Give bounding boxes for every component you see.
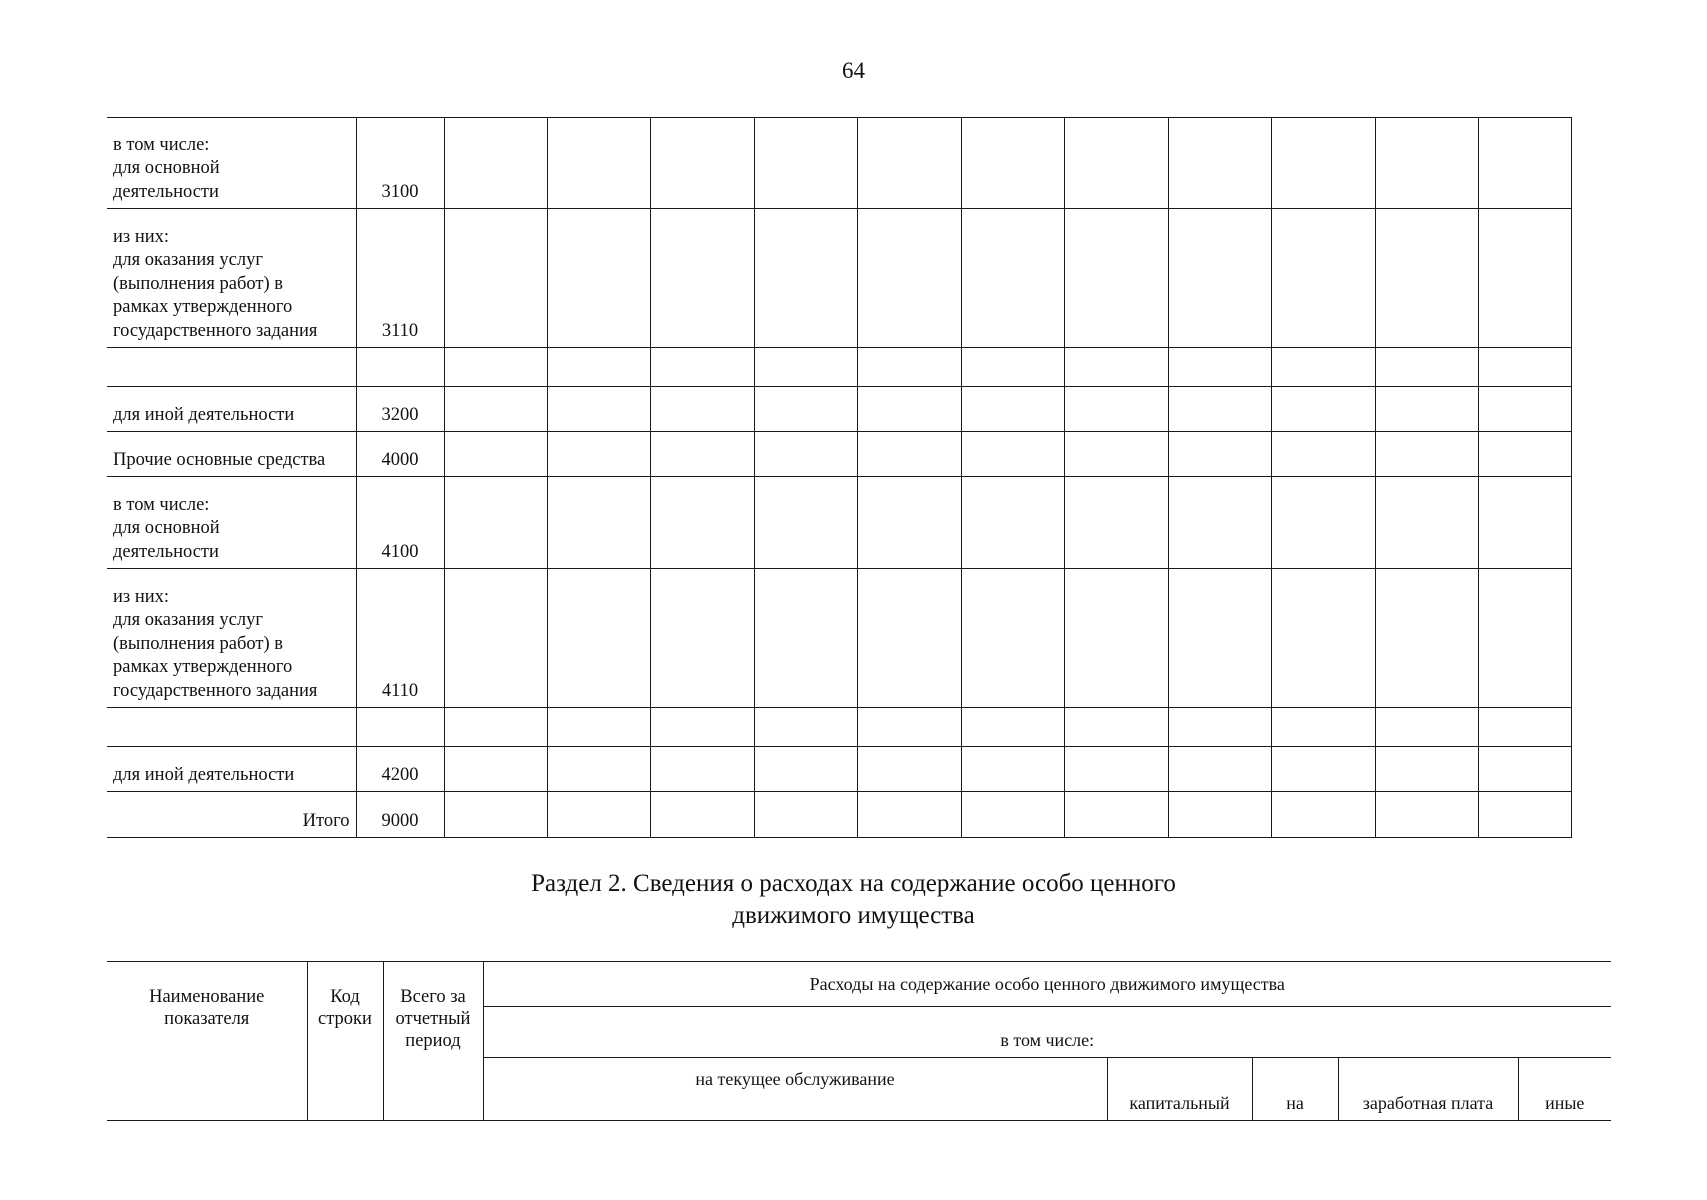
- value-cell: [444, 708, 547, 747]
- value-cell: [857, 792, 961, 838]
- value-cell: [857, 432, 961, 477]
- value-cell: [1271, 708, 1375, 747]
- row-indicator-name: [107, 708, 356, 747]
- value-cell: [547, 387, 650, 432]
- row-indicator-name: [107, 348, 356, 387]
- row-indicator-name: [107, 747, 356, 792]
- header-na: на: [1252, 1058, 1338, 1121]
- value-cell: [1375, 209, 1478, 348]
- value-cell: [857, 708, 961, 747]
- value-cell: [1168, 477, 1271, 569]
- table-row: [107, 118, 1571, 209]
- row-name-line: для оказания услуг: [113, 610, 263, 630]
- value-cell: [961, 348, 1064, 387]
- value-cell: [857, 477, 961, 569]
- row-indicator-name: [107, 118, 356, 209]
- header-other: иные: [1518, 1058, 1611, 1121]
- value-cell: [1478, 209, 1571, 348]
- value-cell: [547, 118, 650, 209]
- value-cell: [1375, 348, 1478, 387]
- value-cell: [1478, 118, 1571, 209]
- row-code: 3100: [356, 118, 444, 209]
- value-cell: [547, 569, 650, 708]
- value-cell: [1478, 569, 1571, 708]
- value-cell: [1271, 348, 1375, 387]
- value-cell: [444, 569, 547, 708]
- value-cell: [650, 387, 754, 432]
- value-cell: [650, 118, 754, 209]
- value-cell: [1168, 209, 1271, 348]
- row-name-line: Итого: [302, 810, 350, 831]
- row-name-line: деятельности: [113, 541, 219, 562]
- row-name-line: для основной: [113, 158, 220, 178]
- value-cell: [1375, 118, 1478, 209]
- header-indicator-name: Наименование показателя: [107, 962, 307, 1121]
- row-code: 9000: [356, 792, 444, 838]
- value-cell: [1271, 118, 1375, 209]
- row-code: 4200: [356, 747, 444, 792]
- table-row: [107, 569, 1571, 708]
- row-code: 4110: [356, 569, 444, 708]
- row-name-line: для иной деятельности: [113, 404, 295, 425]
- value-cell: [961, 747, 1064, 792]
- table-row: [107, 708, 1571, 747]
- value-cell: [650, 569, 754, 708]
- value-cell: [857, 569, 961, 708]
- value-cell: [444, 477, 547, 569]
- value-cell: [961, 477, 1064, 569]
- table-row: [107, 747, 1571, 792]
- row-code: 3110: [356, 209, 444, 348]
- value-cell: [1064, 432, 1168, 477]
- header-including: в том числе:: [483, 1007, 1611, 1058]
- value-cell: [857, 118, 961, 209]
- value-cell: [754, 477, 857, 569]
- value-cell: [547, 792, 650, 838]
- row-name-line: (выполнения работ) в: [113, 273, 283, 294]
- value-cell: [754, 432, 857, 477]
- value-cell: [754, 348, 857, 387]
- table-row: [107, 792, 1571, 838]
- header-expenses: Расходы на содержание особо ценного движимого имущества: [483, 962, 1611, 1007]
- value-cell: [857, 209, 961, 348]
- value-cell: [547, 708, 650, 747]
- value-cell: [444, 747, 547, 792]
- value-cell: [1168, 708, 1271, 747]
- value-cell: [1168, 432, 1271, 477]
- row-indicator-name: [107, 432, 356, 477]
- row-code: 3200: [356, 387, 444, 432]
- table-row: [107, 432, 1571, 477]
- value-cell: [650, 432, 754, 477]
- value-cell: [1064, 569, 1168, 708]
- row-name-line: деятельности: [113, 181, 219, 202]
- value-cell: [547, 477, 650, 569]
- value-cell: [1168, 118, 1271, 209]
- row-name-line: из них:: [113, 586, 170, 607]
- value-cell: [857, 387, 961, 432]
- row-indicator-name: [107, 387, 356, 432]
- row-name-line: государственного задания: [113, 680, 318, 701]
- row-name-line: в том числе:: [113, 134, 210, 155]
- value-cell: [1271, 477, 1375, 569]
- value-cell: [1478, 348, 1571, 387]
- value-cell: [650, 708, 754, 747]
- row-name-line: рамках утвержденного: [113, 297, 293, 317]
- header-capital: капитальный: [1107, 1058, 1252, 1121]
- value-cell: [1168, 569, 1271, 708]
- value-cell: [1375, 708, 1478, 747]
- value-cell: [754, 209, 857, 348]
- header-total-period: Всего за отчетный период: [383, 962, 483, 1121]
- value-cell: [1168, 747, 1271, 792]
- value-cell: [650, 348, 754, 387]
- value-cell: [650, 747, 754, 792]
- page-number: 64: [842, 58, 865, 83]
- row-indicator-name: [107, 792, 356, 838]
- value-cell: [1478, 387, 1571, 432]
- row-name-line: рамках утвержденного: [113, 657, 293, 677]
- value-cell: [1168, 348, 1271, 387]
- row-name-line: для оказания услуг: [113, 250, 263, 270]
- value-cell: [961, 209, 1064, 348]
- value-cell: [754, 708, 857, 747]
- value-cell: [1271, 569, 1375, 708]
- value-cell: [1271, 432, 1375, 477]
- value-cell: [547, 747, 650, 792]
- expenses-table: [107, 961, 1611, 1121]
- value-cell: [1064, 708, 1168, 747]
- value-cell: [1064, 747, 1168, 792]
- row-name-line: из них:: [113, 226, 170, 247]
- value-cell: [1375, 747, 1478, 792]
- value-cell: [1478, 747, 1571, 792]
- table-row: [107, 387, 1571, 432]
- value-cell: [444, 118, 547, 209]
- value-cell: [754, 792, 857, 838]
- value-cell: [650, 792, 754, 838]
- value-cell: [547, 348, 650, 387]
- value-cell: [1064, 209, 1168, 348]
- value-cell: [1478, 477, 1571, 569]
- value-cell: [444, 432, 547, 477]
- value-cell: [444, 387, 547, 432]
- value-cell: [1064, 792, 1168, 838]
- value-cell: [1478, 432, 1571, 477]
- section-2-title-line1: Раздел 2. Сведения о расходах на содержание особо ценного: [531, 870, 1176, 897]
- value-cell: [444, 348, 547, 387]
- value-cell: [547, 209, 650, 348]
- row-code: 4100: [356, 477, 444, 569]
- value-cell: [1375, 477, 1478, 569]
- header-salary: заработная плата: [1338, 1058, 1518, 1121]
- table-row: [107, 209, 1571, 348]
- header-current-service: на текущее обслуживание: [483, 1058, 1107, 1121]
- value-cell: [1168, 387, 1271, 432]
- value-cell: [961, 708, 1064, 747]
- row-name-line: для иной деятельности: [113, 764, 295, 785]
- row-indicator-name: [107, 209, 356, 348]
- value-cell: [1375, 387, 1478, 432]
- value-cell: [961, 387, 1064, 432]
- row-name-line: Прочие основные средства: [113, 449, 326, 470]
- value-cell: [857, 348, 961, 387]
- value-cell: [1271, 387, 1375, 432]
- value-cell: [961, 792, 1064, 838]
- value-cell: [444, 209, 547, 348]
- value-cell: [1478, 792, 1571, 838]
- value-cell: [1064, 118, 1168, 209]
- value-cell: [650, 209, 754, 348]
- value-cell: [650, 477, 754, 569]
- row-code: [356, 708, 444, 747]
- value-cell: [961, 569, 1064, 708]
- value-cell: [1375, 432, 1478, 477]
- value-cell: [961, 432, 1064, 477]
- value-cell: [1478, 708, 1571, 747]
- value-cell: [1271, 747, 1375, 792]
- value-cell: [444, 792, 547, 838]
- value-cell: [1064, 348, 1168, 387]
- row-indicator-name: [107, 569, 356, 708]
- row-indicator-name: [107, 477, 356, 569]
- header-line-code: Код строки: [307, 962, 383, 1121]
- value-cell: [1375, 792, 1478, 838]
- table-row: [107, 477, 1571, 569]
- table-row: [107, 348, 1571, 387]
- value-cell: [754, 118, 857, 209]
- value-cell: [754, 387, 857, 432]
- value-cell: [1168, 792, 1271, 838]
- value-cell: [1375, 569, 1478, 708]
- row-name-line: в том числе:: [113, 494, 210, 515]
- row-name-line: (выполнения работ) в: [113, 633, 283, 654]
- value-cell: [754, 747, 857, 792]
- value-cell: [1271, 209, 1375, 348]
- value-cell: [1064, 387, 1168, 432]
- value-cell: [1064, 477, 1168, 569]
- value-cell: [857, 747, 961, 792]
- row-name-line: для основной: [113, 518, 220, 538]
- fixed-assets-table: [107, 117, 1572, 838]
- value-cell: [547, 432, 650, 477]
- value-cell: [1271, 792, 1375, 838]
- value-cell: [754, 569, 857, 708]
- value-cell: [961, 118, 1064, 209]
- section-2-title: [0, 868, 1707, 932]
- row-name-line: [113, 359, 350, 383]
- row-code: [356, 348, 444, 387]
- row-code: 4000: [356, 432, 444, 477]
- section-2-title-line2: движимого имущества: [732, 902, 975, 929]
- row-name-line: [113, 719, 350, 743]
- row-name-line: государственного задания: [113, 320, 318, 341]
